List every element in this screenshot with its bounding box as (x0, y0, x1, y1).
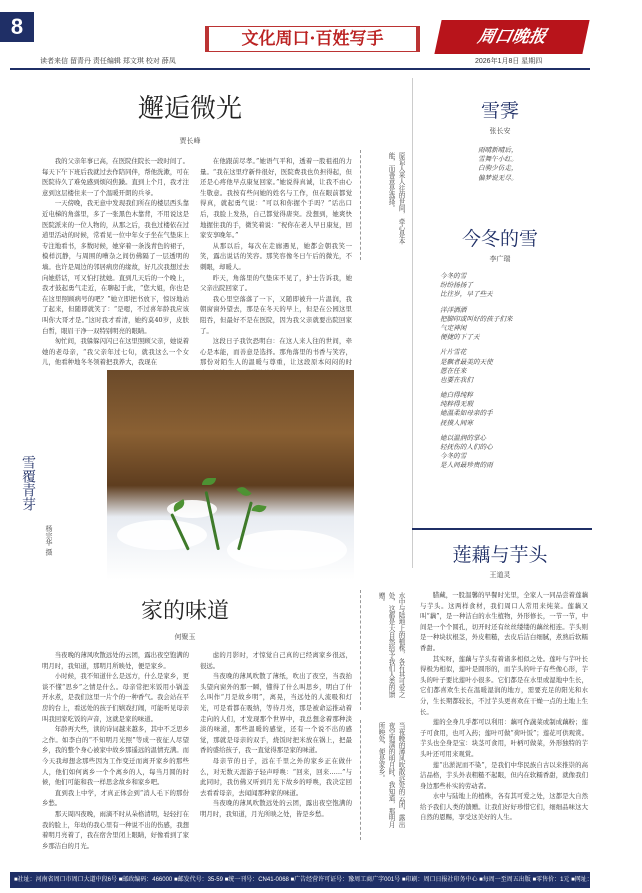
poem2-title: 今冬的雪 (461, 228, 538, 250)
poem-line: 雪舞午小红。 (478, 155, 518, 164)
poem-line: 她温柔如母亲的手 (440, 409, 493, 418)
article3-author: 王道灵 (489, 571, 511, 579)
article1-col2 (200, 156, 352, 366)
article3-title: 莲藕与芋头 (452, 544, 548, 566)
snow-sprout-photo (107, 370, 354, 580)
divider (360, 720, 361, 840)
photo-credit: 杨宗华 摄 (45, 525, 53, 556)
article2-col1 (42, 650, 189, 864)
footer-bar: ■社址：河南省周口市周口大道中段6号 ■邮政编码：466000 ■邮发代号：35-59 ■统一刊号：CN41-0068 ■广告经营许可证号：豫周工商广字001号 ■印刷：周口日报社印务中心 ■每周一至周五出版 ■零售价：1元 ■网址：www.zkwb.com.cn (10, 872, 590, 888)
article2-col1-para: 年龄再大些，读的诗词越来越多，其中不乏思乡之作。如李白的“不知明月光照”等成一夜征人尽望乡，我的整个身心被家中故乡那遥远的温情充满。而今天我却想念那些因为工作变迁而离开家乡的那些人，他们如何离乡一个个离乡的人，每当月圆的时候，他们可能和我一样思念故乡和家乡吧。 (42, 725, 189, 787)
article1-col2-para: 这段日子我饮恐明白：在这人来人往的世间，牵心是本能，而善意是选择。那角落里的书香与笑容，那份对陌生人的温暖与尊重，让这段原本闷闷的时 (200, 337, 352, 367)
poem-line: 比往岁，早了些天 (440, 290, 493, 299)
article2-col1-para: 小时候，我不知道什么是远方，什么是家乡，更谈不懂“思乡”之情是什么。母亲常把米饭用小锅盖开水煮，是我们这里一片个的一种香气。我会站在平房的台上，看远处的孩子们嬉戏打闹，可能听见母亲叫我回家吃饭的声音，这就是家的味道。 (42, 672, 189, 723)
article2-col1-para: 直到我上中学，才真正体会到“消人毛下的那份乡愁。 (42, 788, 189, 808)
poem-line: 她白得纯粹 (440, 391, 473, 400)
article3-body (420, 590, 588, 866)
issue-date: 2026年1月8日 星期四 (475, 58, 543, 65)
poem-line: 白驹少仿走， (478, 164, 518, 173)
article2-col2-para: 母亲节的日子，远在千里之外的家乡正在做什么，对无数天涯游子轻声呼唤：“回来，回来……”与此同时，我仿佛又听到月光下故乡的呼唤，我决定回去看看母亲，去闻闻那种家的味道。 (200, 756, 352, 797)
poem-line: 洋洋洒洒 (440, 305, 467, 314)
header-rule (10, 68, 590, 70)
article1-title: 邂逅微光 (137, 94, 242, 124)
sprout-stem (205, 491, 220, 550)
side-note-2: 水中与陆地上的植株，各有其可爱之处，这都是大自然给予我们人类的馈赠。 (377, 592, 405, 698)
column-rule (412, 78, 413, 568)
poem-line: 今冬的雪 (440, 272, 467, 280)
article1-author: 贾长峰 (179, 137, 201, 145)
poem-line: 愿在任来 (440, 366, 467, 375)
article3-para: 水中与陆地上的植株，各有其可爱之处，这都是大自然给予我们人类的馈赠。让我们好好珍惜它们，细细品味这大自然的恩赐，享受这美好的人生。 (420, 792, 588, 822)
article1-col2-para: 在他跟前尽孝。”她语气平和，透着一股祖祖的力量。“我在这里疗新件很好，医院费我也负担得起，但还是心疼他早点康复回家。”她说得真诚，让我不由心生敬意。我按有些问她的姓名与工作，但在眼前都觉得真，就起勇气说：“可以和你握个手吗？”话出口后，我脸上发热，自己都觉得唐突。没想到，她爽快地握住我的手，微笑着说：“祝你在老人早日康复，回家安享晚年。” (200, 157, 352, 240)
sprout-leaf (202, 478, 216, 485)
poem-line: 雨晴新晴后， (478, 146, 518, 154)
poem-line: 是飘者最美的天使 (440, 357, 493, 366)
article3-para: 腊藏，一股温馨的早餐时光里，全家人一同品尝着莲藕与芋头。这两样食材，我们周口人常用来炖菜。莲藕又叫“藕”，是一种洁白的水生植物，外形修长，一节一节，中间是一个个圆孔，切开时还有丝丝缕缕的藕丝相连。芋头则是一种块状根茎，外皮粗糙，去皮后洁白细腻，煮熟后软糯香甜。 (420, 591, 588, 652)
article2-col2-para: 虑的月影时，才惊觉自己真的已经离家乡很远，很远。 (200, 651, 352, 670)
article2-title: 家的味道 (140, 599, 229, 624)
article3-para: 莲的全身几乎都可以利用：藕可作蔬菜或制成藕粉；莲子可食用，也可入药；莲叶可做“荷叶饭”；莲花可供观赏。芋头也全身是宝：块茎可食用，叶柄可做菜，外形独特的芋头叶还可用来观赏。 (420, 718, 588, 758)
divider (360, 590, 361, 710)
poem-line: 偏梦说无尽。 (478, 173, 518, 182)
poem-line: 纯粹得无瑕 (440, 400, 473, 409)
poem2-body (440, 272, 580, 471)
article2-col2-para: 当夜晚的薄风吹散远处的云团，露出夜空饱满的明月时，我知道，月光所映之处，皆是乡愁。 (200, 799, 352, 818)
article1-col2-para: 从那以后，每次在走廊遇见，她都会朝我笑一笑，露出说话的笑容。那笑容像冬日午后的微光，不刺眼，却暖人。 (200, 241, 352, 271)
sprout-leaf (251, 504, 266, 513)
editors-line: 读者来信 留青丹 责任编辑 郑文琪 校对 薛凤 (40, 58, 176, 65)
side-note-1: 原谅人来人往的世间，牵心是本能，而善意是选择。 (387, 152, 405, 245)
snow-patch (227, 530, 347, 570)
article2-col2-para: 当夜晚的薄风吹散了薄纸，吹出了夜空，当我抬头望向窗外的那一瞬，懂得了什么叫思乡，明白了什么叫作“月是故乡明”，离晃，当远处的人流吸和灯光，可是看都在吸纳，等待月亮，那是被命运推动着走向的人们，才发现那个世界中，我总想念着那种淡淡的味道，那些温暖的感觉，还有一个说不出的感觉，那就是母亲的双手，烧饭时把米放在锅上，把最香的盛给孩子，我一直觉得那是家的味道。 (200, 672, 352, 755)
divider (360, 150, 361, 260)
poem-line: 轻抚伤的人们的心 (440, 443, 493, 451)
photo-title: 雪覆青芽 (20, 455, 36, 511)
poem-line: 抚摸人间寒 (440, 418, 473, 427)
article1-col2-para: 昨天，角落里的气垫床不见了，护士告诉我，她父亲出院回家了。 (200, 273, 352, 293)
section-rule (412, 528, 592, 530)
poem-line: 气定神闲 (440, 323, 467, 332)
poem-line: 是人间最珍贵的雨 (440, 461, 493, 470)
article3-para: 其实呀，莲藕与芋头有着诸多相似之处。莲叶与芋叶长得极为相似，莲叶是圆形的，而芋头的叶子有些像心形，芋头的叶子要比莲叶小很多。它们都是在水里或湿地中生长，它们都喜欢生长在温暖湿润的地方，需要充足的阳光和水分，生长期都较长，不过芋头更喜欢在干燥一点的土地上生长。 (420, 654, 588, 716)
article3-para: 莲“出淤泥而不染”，是我们中华民族自古以来推崇的高洁品格，芋头外表粗糙不起眼，但内在软糯香甜，就像我们身边那些朴实的劳动者。 (420, 760, 588, 790)
article1-col1 (42, 156, 189, 366)
poem-line: 片片雪花 (440, 348, 467, 357)
page-number: 8 (0, 12, 34, 42)
article1-col2-para: 我心里空落落了一下，又随即被升一片温润，我朝窗窗外望去，那是在冬天的早上，但是在公园这里阻吞，但最好不是在医院，因为我父亲就要出院回家了。 (200, 294, 352, 335)
poem1-author: 张长安 (489, 127, 511, 135)
article1-col1-para: 我的父亲年事已高，在医院住院长一段时间了。每天下午下班后我就过去作陪同伴，帮他洗漱，可在医院待久了难免感到烦闷焦躁。直到上个月，我才注意到这层楼住来一了个温暖开朗的兵爷。 (42, 157, 189, 197)
poem-line: 纷纷扬扬了 (440, 281, 473, 290)
article2-author: 何聚玉 (174, 633, 196, 641)
article1-col1-para: 匆忙间，我躲躲闪闪已在这里照顾父亲，她说着她的老母亲，“我父亲年过七旬，就我这么一个女儿，他看种地冬冬领着把我养大，我现在 (42, 337, 189, 367)
poem-line: 便捷的下了天 (440, 333, 480, 342)
sprout-leaf (236, 484, 251, 498)
snow-patch (117, 520, 207, 550)
poem-line: 今冬的雪 (440, 452, 467, 461)
article2-col1-para: 当夜晚的薄风吹散远处的云团，露出夜空饱满的明月时，我知道，那明月所映处，便是家乡。 (42, 651, 189, 670)
poem1-title: 雪霁 (480, 100, 519, 122)
poem2-author: 李广瑞 (489, 255, 511, 263)
poem1-body (478, 146, 568, 183)
poem-line: 也要在我们 (440, 375, 473, 384)
side-note-3: 当夜晚的薄风吹散远处的云团，露出夜空饱满的明月时，我知道，那明月所映处，便是家乡。 (377, 722, 405, 828)
newspaper-logo: 周口晚报 (434, 20, 589, 54)
poem-line: 把脚印或叫好的孩子们来 (440, 314, 513, 323)
article2-col1-para: 那天周四夜晚，雨滴不时从朵格清明，轻轻打在我的脸上，年幼的我心里有一种说不出的伤感，我想着明月亮着了，我在宿舍里闭上眼睛，好像看到了家乡那洁白的月光。 (42, 809, 189, 850)
poem-line: 她以温润的掌心 (440, 433, 487, 442)
section-title: 文化周口·百姓写手 (205, 26, 420, 52)
article1-col1-para: 一天傍晚，我无意中发现我们所在的楼层西头靠近电梯的角落里，多了一张黑色木靠背，不用说这是医院派来的一位人物的，从那之后，我也过楼依在过道里活动的时候，常看见一位中年女子坐在气垫床上专注地看书，多数时候，她穿着一条浅青色的裙子，模样沉静，与周围的嘈杂之间仿佛隔了一层透明的墙。也许是周边的邻居病房的缘故，好几次我想过去向她搭话，可又怕打扰她。直到几天后的一个晚上，我才鼓起勇气走近，在聊起于此，“您大姐，你也是在这里照顾病号的吧？”她立即把书放下，惊讶地站了起来，但随即就笑了：“是嗯，不过喜年龄我应该叫你大哥才是。”这时我才看清，她约莫40岁，皮肤白皙，眼眉干净一双特别明亮的眼睛。 (42, 199, 189, 335)
article2-col2 (200, 650, 352, 864)
